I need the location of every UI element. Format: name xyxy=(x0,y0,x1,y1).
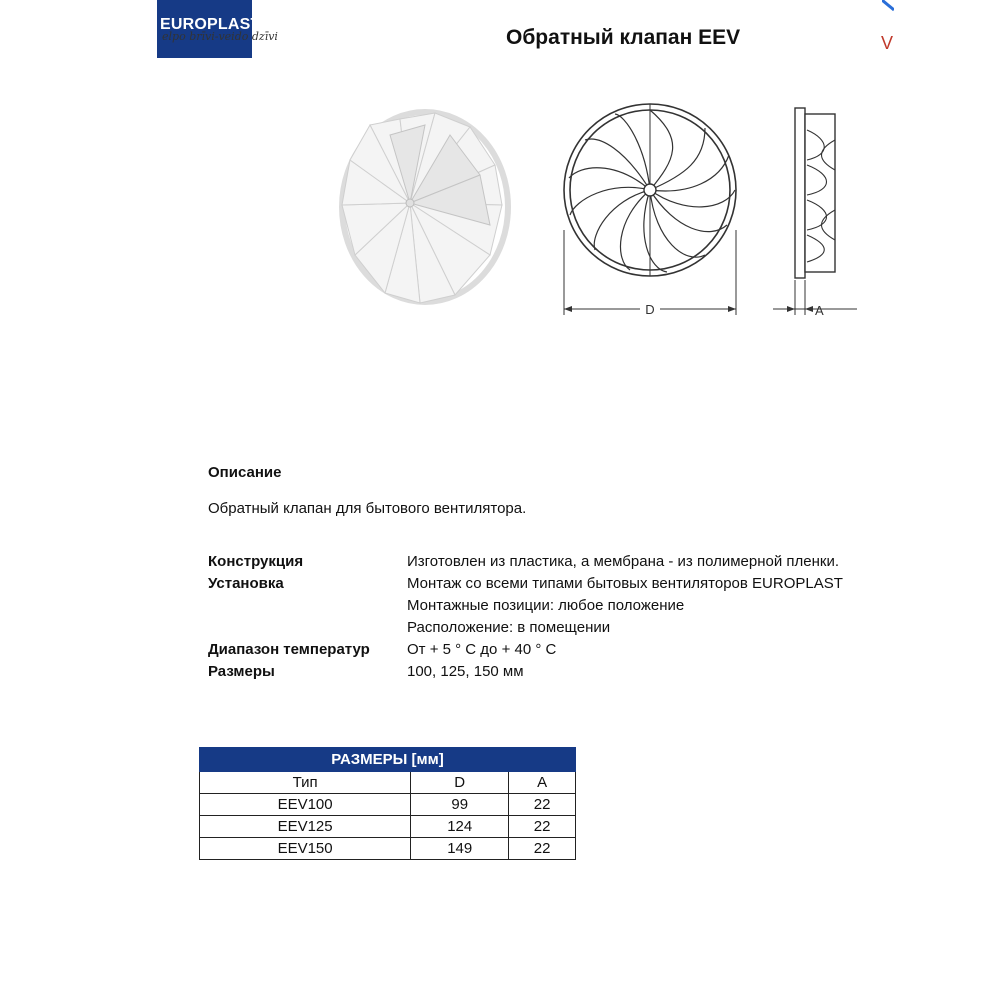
logo-text: EUROPLAST xyxy=(160,16,261,33)
column-header: Тип xyxy=(200,772,411,794)
table-cell: EEV150 xyxy=(200,838,411,860)
dimension-a-label: A xyxy=(815,303,824,318)
sizes-table xyxy=(199,747,576,860)
description-text: Обратный клапан для бытового вентилятора. xyxy=(208,500,527,517)
column-header: D xyxy=(411,772,509,794)
table-row xyxy=(200,794,576,816)
spec-row-mounting xyxy=(208,597,908,619)
column-header: A xyxy=(509,772,576,794)
spec-label: Диапазон температур xyxy=(208,641,370,658)
table-row xyxy=(200,816,576,838)
spec-value: От + 5 ° С до + 40 ° С xyxy=(407,641,557,658)
table-cell: EEV125 xyxy=(200,816,411,838)
spec-label: Размеры xyxy=(208,663,275,680)
spec-row-construction xyxy=(208,553,908,575)
spec-value: Изготовлен из пластика, а мембрана - из полимерной пленки. xyxy=(407,553,839,570)
table-cell: 124 xyxy=(411,816,509,838)
corner-mark: V xyxy=(881,33,894,53)
spec-value: Монтаж со всеми типами бытовых вентиляторов EUROPLAST xyxy=(407,575,843,592)
spec-row-sizes xyxy=(208,663,908,685)
logo-slogan: elpo brīvi-veido dzīvi xyxy=(162,30,278,43)
description-heading: Описание xyxy=(208,464,282,481)
spec-label: Установка xyxy=(208,575,284,592)
page-title: Обратный клапан EEV xyxy=(506,26,741,49)
dimension-d-label: D xyxy=(645,302,655,317)
table-cell: 149 xyxy=(411,838,509,860)
spec-label: Конструкция xyxy=(208,553,304,570)
corner-decoration-icon xyxy=(882,0,894,12)
spec-row-temperature xyxy=(208,641,908,663)
product-photo xyxy=(330,105,515,310)
spec-value: Монтажные позиции: любое положение xyxy=(407,597,685,614)
table-header-row xyxy=(200,772,576,794)
spec-value: 100, 125, 150 мм xyxy=(407,663,524,680)
spec-row-installation xyxy=(208,575,908,597)
table-cell: 22 xyxy=(509,816,576,838)
technical-drawing xyxy=(555,100,865,325)
table-cell: 99 xyxy=(411,794,509,816)
table-row xyxy=(200,838,576,860)
europlast-logo xyxy=(157,0,261,58)
spec-row-location xyxy=(208,619,908,641)
sizes-table-caption: РАЗМЕРЫ [мм] xyxy=(200,748,576,772)
table-cell: 22 xyxy=(509,838,576,860)
spec-value: Расположение: в помещении xyxy=(407,619,611,636)
table-cell: 22 xyxy=(509,794,576,816)
table-cell: EEV100 xyxy=(200,794,411,816)
